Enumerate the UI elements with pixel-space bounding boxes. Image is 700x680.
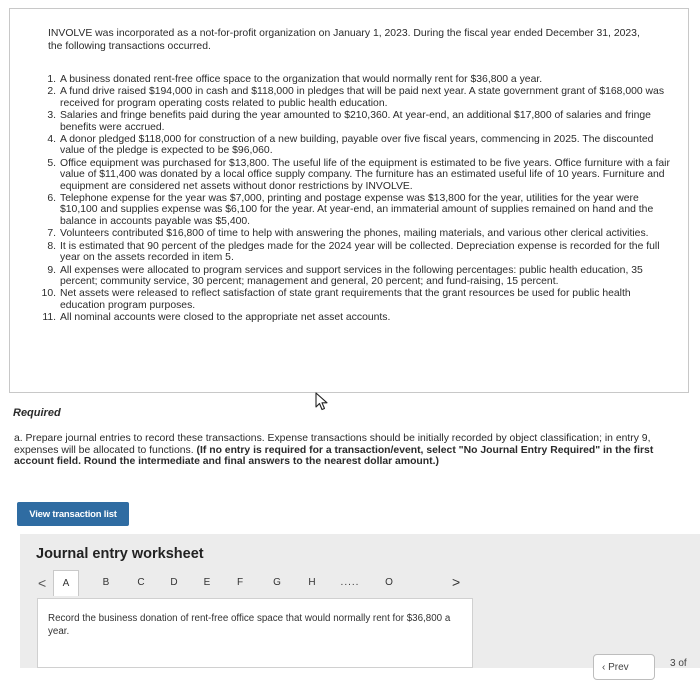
transaction-number: 8. (47, 240, 56, 252)
transaction-text: Net assets were released to reflect satisfaction of state grant requirements that the grant resources be used for public health education program purposes. (60, 288, 631, 311)
transaction-text: Telephone expense for the year was $7,000, printing and postage expense was $13,800 for the year, utilities for the year were $10,100 and supplies expense was $6,100 for the year. At year-end, an immaterial amount of supplies remained on hand and the balance in accounts payable was $5,400. (60, 193, 654, 227)
transaction-item (32, 228, 672, 239)
required-text: a. Prepare journal entries to record these transactions. Expense transactions should be initially recorded by object classification; in entry 9, expenses will be allocated to functions. (14, 433, 651, 456)
view-transaction-list-button[interactable]: View transaction list (17, 502, 129, 526)
tab-h[interactable]: H (308, 577, 316, 588)
transaction-item (32, 265, 672, 288)
worksheet-title: Journal entry worksheet (36, 546, 204, 562)
transaction-item (32, 158, 672, 192)
transaction-number: 6. (47, 193, 56, 205)
required-bold-note: (If no entry is required for a transaction/event, select "No Journal Entry Required" in the first account field. Round the intermediate and final answers to the nearest dollar amount.) (14, 444, 654, 468)
problem-intro: INVOLVE was incorporated as a not-for-profit organization on January 1, 2023. During the fiscal year ended December 31, 2023, the following transactions occurred. (48, 28, 640, 52)
transaction-item (32, 110, 672, 133)
transaction-text: All expenses were allocated to program services and support services in the following percentages: public health education, 35 percent; community service, 30 percent; management and general, 20 percent; and fund-raising, 15 percent. (60, 264, 643, 287)
tab-c[interactable]: C (137, 577, 145, 588)
tab-o[interactable]: O (385, 577, 393, 588)
transaction-number: 10. (41, 288, 56, 300)
transaction-text: It is estimated that 90 percent of the pledges made for the 2024 year will be collected. Depreciation expense is recorded for the full year on the assets recorded in item 5. (60, 240, 660, 264)
transaction-number: 11. (42, 312, 56, 324)
prev-page-button[interactable]: ‹ Prev (593, 654, 655, 680)
transaction-item (32, 74, 672, 85)
transaction-item (32, 241, 672, 264)
transaction-text: Office equipment was purchased for $13,800. The useful life of the equipment is estimated to be five years. Office furniture with a fair value of $11,400 was donated by a local office supply company. The furniture has an estimated useful life of 10 years. Furniture and equipment are considered net assets without donor restrictions by INVOLVE. (60, 157, 670, 192)
transaction-text: All nominal accounts were closed to the appropriate net asset accounts. (60, 312, 391, 324)
transaction-item (32, 312, 672, 323)
transaction-number: 5. (47, 157, 56, 169)
transaction-number: 3. (47, 110, 56, 122)
tab-d[interactable]: D (170, 577, 178, 588)
transaction-text: A business donated rent-free office space to the organization that would normally rent for $36,800 a year. (60, 74, 543, 85)
transaction-number: 1. (47, 74, 56, 85)
transaction-text: Salaries and fringe benefits paid during the year amounted to $210,360. At year-end, an additional $17,800 of salaries and fringe benefits were accrued. (60, 110, 651, 133)
transaction-item (32, 86, 672, 109)
transaction-item (32, 193, 672, 227)
required-heading: Required (13, 407, 61, 419)
transaction-item (32, 288, 672, 311)
transaction-number: 4. (47, 134, 56, 146)
required-instructions (14, 433, 684, 468)
tab-a[interactable]: A (53, 570, 79, 596)
transaction-text: A fund drive raised $194,000 in cash and $118,000 in pledges that will be paid next year. A state government grant of $168,000 was received for program operating costs related to public health education. (60, 86, 665, 109)
page-indicator: 3 of (670, 658, 687, 669)
transaction-item (32, 134, 672, 157)
transaction-number: 9. (47, 264, 56, 276)
journal-entry-worksheet (20, 534, 700, 668)
tab-g[interactable]: G (273, 577, 281, 588)
mouse-pointer-icon (314, 392, 330, 412)
transaction-text: A donor pledged $118,000 for construction of a new building, payable over five fiscal years, commencing in 2025. The discounted value of the pledge is expected to be $96,060. (60, 134, 654, 157)
entry-instruction: Record the business donation of rent-free office space that would normally rent for $36,800 a year. (37, 598, 473, 668)
next-entry-chevron-icon[interactable]: > (452, 574, 461, 590)
transaction-text: Volunteers contributed $16,800 of time to help with answering the phones, mailing materials, and various other clerical activities. (60, 228, 649, 240)
tab-f[interactable]: F (236, 577, 244, 588)
prev-entry-chevron-icon[interactable]: < (38, 575, 47, 591)
transaction-number: 2. (47, 86, 56, 98)
tab-b[interactable]: B (102, 577, 110, 588)
tab-e[interactable]: E (203, 577, 211, 588)
transaction-list (32, 74, 672, 325)
tab-ellipsis: ..... (340, 577, 360, 588)
transaction-number: 7. (47, 228, 56, 240)
